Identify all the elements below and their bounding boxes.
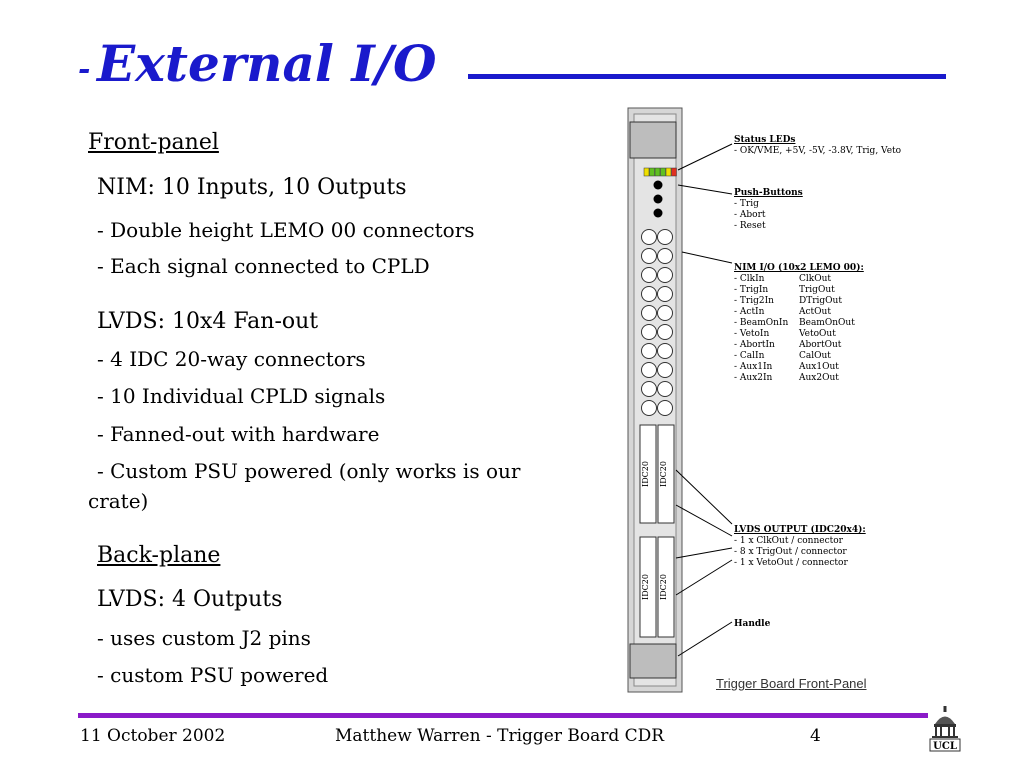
nim-output: ClkOut xyxy=(799,274,832,284)
lemo-connector xyxy=(658,230,673,245)
nim-input: - ActIn xyxy=(734,307,765,317)
lemo-connector xyxy=(658,268,673,283)
lemo-connector xyxy=(642,401,657,416)
nim-output: VetoOut xyxy=(799,329,836,339)
title-rule xyxy=(468,74,946,79)
nim-input: - TrigIn xyxy=(734,285,769,295)
lemo-connector xyxy=(658,344,673,359)
lemo-connector xyxy=(642,344,657,359)
lvds-output-heading: LVDS OUTPUT (IDC20x4): xyxy=(734,525,866,535)
nim-input: - Aux1In xyxy=(734,362,773,372)
nim-input: - ClkIn xyxy=(734,274,765,284)
nim-io-row xyxy=(734,318,864,329)
status-led xyxy=(650,168,655,176)
lemo-connector xyxy=(658,306,673,321)
bp-bullet: - uses custom J2 pins xyxy=(97,626,311,650)
back-plane-heading: Back-plane xyxy=(97,543,221,568)
lemo-connector xyxy=(642,382,657,397)
lvds-heading: LVDS: 10x4 Fan-out xyxy=(97,309,319,334)
ucl-logo xyxy=(928,706,962,752)
lemo-connector xyxy=(658,363,673,378)
status-leds-text: - OK/VME, +5V, -5V, -3.8V, Trig, Veto xyxy=(734,146,902,156)
diagram-caption: Trigger Board Front-Panel xyxy=(716,676,867,691)
nim-output: AbortOut xyxy=(799,340,842,350)
lemo-connector xyxy=(642,249,657,264)
nim-output: CalOut xyxy=(799,351,831,361)
nim-input: - BeamOnIn xyxy=(734,318,789,328)
nim-input: - CalIn xyxy=(734,351,765,361)
front-panel-heading: Front-panel xyxy=(88,130,219,155)
bottom-handle xyxy=(630,644,676,678)
lemo-connector xyxy=(642,230,657,245)
push-button-item: - Abort xyxy=(734,210,766,220)
idc-label: IDC20 xyxy=(659,574,668,600)
nim-input: - Aux2In xyxy=(734,373,773,383)
nim-io-row xyxy=(734,373,864,384)
nim-output: ActOut xyxy=(799,307,831,317)
nim-output: BeamOnOut xyxy=(799,318,855,328)
status-led xyxy=(672,168,677,176)
ucl-logo-text: UCL xyxy=(933,741,957,752)
lvds-output-item: - 1 x ClkOut / connector xyxy=(734,536,843,546)
lvds-bullet: - 4 IDC 20-way connectors xyxy=(97,347,366,371)
top-handle xyxy=(630,122,676,158)
lvds-output-annotation xyxy=(734,525,866,569)
status-led xyxy=(655,168,660,176)
nim-input: - Trig2In xyxy=(734,296,774,306)
nim-input: - AbortIn xyxy=(734,340,775,350)
lemo-connector xyxy=(658,382,673,397)
push-button-item: - Reset xyxy=(734,221,766,231)
lvds-bullet: - Fanned-out with hardware xyxy=(97,422,380,446)
idc-label: IDC20 xyxy=(641,574,650,600)
nim-io-row xyxy=(734,307,864,318)
nim-output: DTrigOut xyxy=(799,296,842,306)
page-number: 4 xyxy=(810,726,821,746)
handle-label: Handle xyxy=(734,619,771,629)
lemo-connector xyxy=(658,401,673,416)
lemo-connector xyxy=(658,287,673,302)
pointer-lines xyxy=(676,144,732,656)
status-led xyxy=(644,168,649,176)
idc-label: IDC20 xyxy=(659,461,668,487)
nim-io-row xyxy=(734,351,864,362)
push-button-abort xyxy=(654,195,663,204)
footer-rule xyxy=(78,713,928,718)
push-button-item: - Trig xyxy=(734,199,759,209)
push-buttons-heading: Push-Buttons xyxy=(734,188,803,198)
lvds-bullet: - 10 Individual CPLD signals xyxy=(97,384,386,408)
nim-output: TrigOut xyxy=(799,285,835,295)
footer-date: 11 October 2002 xyxy=(80,726,226,746)
lemo-connector xyxy=(658,249,673,264)
lemo-connector xyxy=(642,325,657,340)
nim-io-row xyxy=(734,329,864,340)
lvds-bullet: - Custom PSU powered (only works is our xyxy=(97,459,521,483)
nim-io-row xyxy=(734,362,864,373)
footer-author: Matthew Warren - Trigger Board CDR xyxy=(335,726,665,746)
nim-heading: NIM: 10 Inputs, 10 Outputs xyxy=(97,175,407,200)
lemo-connector xyxy=(642,268,657,283)
nim-io-row xyxy=(734,340,864,351)
push-buttons-annotation xyxy=(734,188,803,232)
nim-bullet: - Each signal connected to CPLD xyxy=(97,254,430,278)
nim-io-row xyxy=(734,296,864,307)
bp-lvds-heading: LVDS: 4 Outputs xyxy=(97,587,283,612)
nim-io-row xyxy=(734,274,864,285)
lvds-bullet: crate) xyxy=(88,489,149,513)
lemo-connector xyxy=(642,306,657,321)
nim-io-heading: NIM I/O (10x2 LEMO 00): xyxy=(734,263,864,273)
nim-output: Aux1Out xyxy=(799,362,839,372)
lemo-connector xyxy=(642,287,657,302)
lemo-connector xyxy=(658,325,673,340)
status-leds xyxy=(644,168,677,176)
status-led xyxy=(661,168,666,176)
bp-bullet: - custom PSU powered xyxy=(97,663,329,687)
nim-io-row xyxy=(734,285,864,296)
status-leds-annotation xyxy=(734,135,901,157)
push-button-reset xyxy=(654,209,663,218)
status-leds-heading: Status LEDs xyxy=(734,135,796,145)
nim-output: Aux2Out xyxy=(799,373,839,383)
nim-io-annotation xyxy=(734,263,864,384)
push-button-trig xyxy=(654,181,663,190)
nim-bullet: - Double height LEMO 00 connectors xyxy=(97,218,475,242)
lvds-output-item: - 1 x VetoOut / connector xyxy=(734,558,848,568)
title-prefix: - xyxy=(78,52,91,87)
lvds-output-item: - 8 x TrigOut / connector xyxy=(734,547,847,557)
status-led xyxy=(666,168,671,176)
slide-title: External I/O xyxy=(97,34,437,93)
idc-label: IDC20 xyxy=(641,461,650,487)
lemo-connector xyxy=(642,363,657,378)
nim-input: - VetoIn xyxy=(734,329,770,339)
